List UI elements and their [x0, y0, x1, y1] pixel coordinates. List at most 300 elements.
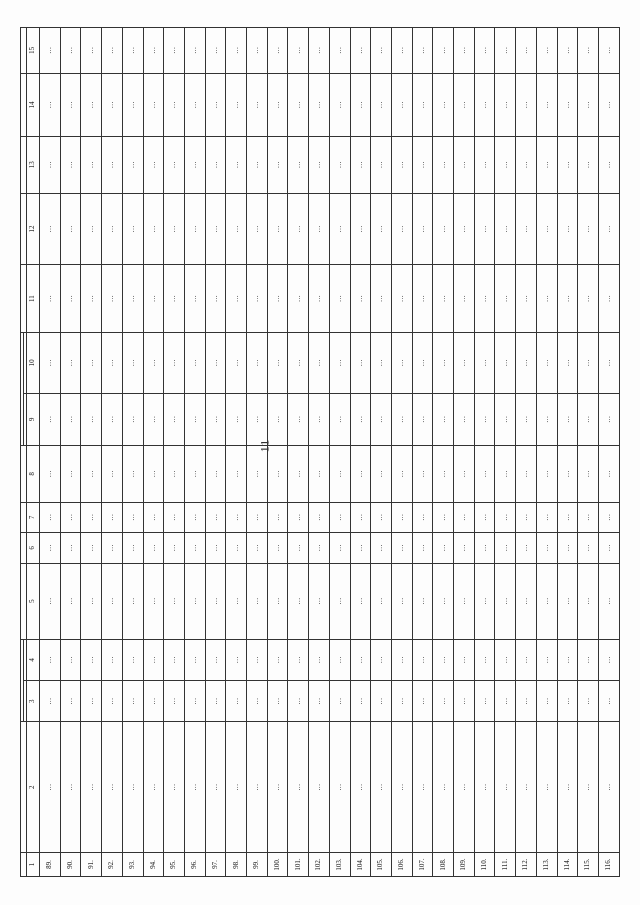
cell-premises-area-total: …	[598, 393, 619, 445]
cell-unit-cost: …	[205, 136, 226, 193]
cell-total-area: …	[474, 446, 495, 503]
cell-max-unit-cost: …	[474, 73, 495, 136]
cell-row-number: 92.	[102, 853, 123, 877]
table-row	[247, 28, 268, 877]
cell-year-commissioned: …	[247, 681, 268, 722]
cell-row-number: 109.	[454, 853, 475, 877]
cell-premises-area-total: …	[40, 393, 61, 445]
table-row	[81, 28, 102, 877]
cell-entrances: …	[288, 502, 309, 532]
cell-row-number: 95.	[164, 853, 185, 877]
cell-year-commissioned: …	[516, 681, 537, 722]
cell-wall-material: …	[391, 563, 412, 639]
table-row	[164, 28, 185, 877]
cell-completion-date: …	[288, 28, 309, 74]
cell-premises-area-total: …	[433, 393, 454, 445]
cell-year-last-repair: …	[516, 639, 537, 680]
cell-unit-cost: …	[536, 136, 557, 193]
cell-premises-area-total: …	[495, 393, 516, 445]
table-row	[454, 28, 475, 877]
cell-unit-cost: …	[516, 136, 537, 193]
cell-completion-date: …	[391, 28, 412, 74]
cell-total-area: …	[557, 446, 578, 503]
cell-floors: …	[598, 533, 619, 563]
cell-entrances: …	[205, 502, 226, 532]
cell-premises-area-total: …	[474, 393, 495, 445]
cell-residents: …	[81, 265, 102, 332]
cell-max-unit-cost: …	[371, 73, 392, 136]
cell-repair-cost: …	[391, 193, 412, 265]
cell-unit-cost: …	[102, 136, 123, 193]
cell-year-last-repair: …	[474, 639, 495, 680]
cell-max-unit-cost: …	[350, 73, 371, 136]
cell-premises-area-residential: …	[598, 332, 619, 393]
cell-completion-date: …	[205, 28, 226, 74]
cell-entrances: …	[81, 502, 102, 532]
cell-residents: …	[495, 265, 516, 332]
cell-total-area: …	[143, 446, 164, 503]
cell-address: …	[371, 722, 392, 853]
cell-entrances: …	[164, 502, 185, 532]
cell-year-commissioned: …	[267, 681, 288, 722]
cell-max-unit-cost: …	[433, 73, 454, 136]
table-row	[371, 28, 392, 877]
table-row	[578, 28, 599, 877]
cell-premises-area-residential: …	[371, 332, 392, 393]
cell-year-last-repair: …	[536, 639, 557, 680]
cell-premises-area-residential: …	[164, 332, 185, 393]
cell-wall-material: …	[412, 563, 433, 639]
cell-completion-date: …	[247, 28, 268, 74]
cell-entrances: …	[391, 502, 412, 532]
cell-entrances: …	[122, 502, 143, 532]
cell-year-last-repair: …	[454, 639, 475, 680]
cell-unit-cost: …	[578, 136, 599, 193]
cell-year-commissioned: …	[184, 681, 205, 722]
cell-premises-area-residential: …	[329, 332, 350, 393]
cell-year-last-repair: …	[578, 639, 599, 680]
page-number: 11	[257, 438, 272, 453]
cell-floors: …	[433, 533, 454, 563]
cell-completion-date: …	[350, 28, 371, 74]
cell-max-unit-cost: …	[495, 73, 516, 136]
cell-address: …	[247, 722, 268, 853]
cell-address: …	[454, 722, 475, 853]
cell-address: …	[184, 722, 205, 853]
cell-max-unit-cost: …	[267, 73, 288, 136]
column-number: 1	[27, 853, 40, 877]
cell-floors: …	[60, 533, 81, 563]
cell-year-last-repair: …	[433, 639, 454, 680]
cell-premises-area-residential: …	[433, 332, 454, 393]
cell-unit-cost: …	[433, 136, 454, 193]
cell-completion-date: …	[81, 28, 102, 74]
cell-wall-material: …	[474, 563, 495, 639]
cell-premises-area-residential: …	[454, 332, 475, 393]
cell-unit-cost: …	[81, 136, 102, 193]
cell-row-number: 110.	[474, 853, 495, 877]
cell-residents: …	[205, 265, 226, 332]
cell-premises-area-total: …	[81, 393, 102, 445]
cell-repair-cost: …	[40, 193, 61, 265]
cell-premises-area-total: …	[267, 393, 288, 445]
cell-row-number: 100.	[267, 853, 288, 877]
cell-premises-area-residential: …	[143, 332, 164, 393]
header-row-1	[21, 28, 24, 877]
table-row	[433, 28, 454, 877]
cell-year-last-repair: …	[412, 639, 433, 680]
cell-completion-date: …	[40, 28, 61, 74]
cell-year-commissioned: …	[226, 681, 247, 722]
cell-entrances: …	[474, 502, 495, 532]
cell-total-area: …	[40, 446, 61, 503]
cell-wall-material: …	[309, 563, 330, 639]
cell-floors: …	[329, 533, 350, 563]
cell-address: …	[102, 722, 123, 853]
column-number: 6	[27, 533, 40, 563]
cell-total-area: …	[288, 446, 309, 503]
cell-address: …	[350, 722, 371, 853]
table-row	[184, 28, 205, 877]
cell-repair-cost: …	[60, 193, 81, 265]
cell-floors: …	[309, 533, 330, 563]
cell-wall-material: …	[371, 563, 392, 639]
column-number: 14	[27, 73, 40, 136]
table-row	[309, 28, 330, 877]
cell-completion-date: …	[433, 28, 454, 74]
cell-total-area: …	[598, 446, 619, 503]
cell-completion-date: …	[60, 28, 81, 74]
cell-year-last-repair: …	[164, 639, 185, 680]
cell-completion-date: …	[329, 28, 350, 74]
cell-repair-cost: …	[412, 193, 433, 265]
cell-premises-area-residential: …	[122, 332, 143, 393]
table-body	[40, 28, 620, 877]
cell-residents: …	[433, 265, 454, 332]
cell-total-area: …	[350, 446, 371, 503]
cell-row-number: 107.	[412, 853, 433, 877]
cell-max-unit-cost: …	[143, 73, 164, 136]
column-number: 8	[27, 446, 40, 503]
cell-wall-material: …	[143, 563, 164, 639]
cell-premises-area-residential: …	[81, 332, 102, 393]
cell-total-area: …	[391, 446, 412, 503]
cell-address: …	[329, 722, 350, 853]
cell-premises-area-residential: …	[40, 332, 61, 393]
cell-year-last-repair: …	[267, 639, 288, 680]
table-row	[495, 28, 516, 877]
cell-premises-area-total: …	[143, 393, 164, 445]
cell-wall-material: …	[102, 563, 123, 639]
cell-wall-material: …	[184, 563, 205, 639]
cell-year-last-repair: …	[557, 639, 578, 680]
cell-year-last-repair: …	[371, 639, 392, 680]
cell-repair-cost: …	[371, 193, 392, 265]
cell-floors: …	[412, 533, 433, 563]
cell-year-commissioned: …	[454, 681, 475, 722]
cell-max-unit-cost: …	[412, 73, 433, 136]
cell-premises-area-residential: …	[226, 332, 247, 393]
cell-floors: …	[350, 533, 371, 563]
table-row	[122, 28, 143, 877]
cell-premises-area-total: …	[288, 393, 309, 445]
cell-unit-cost: …	[143, 136, 164, 193]
cell-entrances: …	[329, 502, 350, 532]
cell-entrances: …	[184, 502, 205, 532]
table-row	[267, 28, 288, 877]
cell-completion-date: …	[536, 28, 557, 74]
cell-completion-date: …	[371, 28, 392, 74]
cell-year-commissioned: …	[350, 681, 371, 722]
cell-residents: …	[371, 265, 392, 332]
cell-residents: …	[474, 265, 495, 332]
cell-year-last-repair: …	[329, 639, 350, 680]
cell-year-last-repair: …	[598, 639, 619, 680]
table-row	[536, 28, 557, 877]
cell-completion-date: …	[557, 28, 578, 74]
cell-max-unit-cost: …	[578, 73, 599, 136]
cell-wall-material: …	[495, 563, 516, 639]
cell-entrances: …	[536, 502, 557, 532]
cell-floors: …	[267, 533, 288, 563]
table-row	[557, 28, 578, 877]
cell-unit-cost: …	[184, 136, 205, 193]
cell-unit-cost: …	[226, 136, 247, 193]
cell-repair-cost: …	[578, 193, 599, 265]
cell-max-unit-cost: …	[184, 73, 205, 136]
cell-row-number: 96.	[184, 853, 205, 877]
cell-year-commissioned: …	[102, 681, 123, 722]
cell-row-number: 104.	[350, 853, 371, 877]
cell-unit-cost: …	[412, 136, 433, 193]
cell-completion-date: …	[516, 28, 537, 74]
cell-year-last-repair: …	[60, 639, 81, 680]
cell-floors: …	[557, 533, 578, 563]
cell-address: …	[143, 722, 164, 853]
cell-address: …	[391, 722, 412, 853]
cell-wall-material: …	[598, 563, 619, 639]
cell-total-area: …	[454, 446, 475, 503]
cell-entrances: …	[102, 502, 123, 532]
cell-residents: …	[60, 265, 81, 332]
cell-year-commissioned: …	[60, 681, 81, 722]
cell-repair-cost: …	[454, 193, 475, 265]
cell-repair-cost: …	[329, 193, 350, 265]
cell-year-commissioned: …	[433, 681, 454, 722]
table-row	[350, 28, 371, 877]
cell-wall-material: …	[81, 563, 102, 639]
cell-residents: …	[557, 265, 578, 332]
cell-year-last-repair: …	[288, 639, 309, 680]
cell-repair-cost: …	[309, 193, 330, 265]
cell-residents: …	[598, 265, 619, 332]
cell-entrances: …	[578, 502, 599, 532]
cell-residents: …	[350, 265, 371, 332]
cell-premises-area-total: …	[516, 393, 537, 445]
cell-max-unit-cost: …	[247, 73, 268, 136]
cell-entrances: …	[143, 502, 164, 532]
apartment-buildings-table	[20, 27, 620, 877]
cell-repair-cost: …	[226, 193, 247, 265]
cell-address: …	[267, 722, 288, 853]
cell-year-commissioned: …	[81, 681, 102, 722]
cell-unit-cost: …	[288, 136, 309, 193]
cell-residents: …	[536, 265, 557, 332]
cell-max-unit-cost: …	[309, 73, 330, 136]
cell-year-last-repair: …	[391, 639, 412, 680]
column-number: 5	[27, 563, 40, 639]
cell-wall-material: …	[557, 563, 578, 639]
cell-repair-cost: …	[164, 193, 185, 265]
cell-year-commissioned: …	[412, 681, 433, 722]
cell-premises-area-residential: …	[267, 332, 288, 393]
cell-unit-cost: …	[371, 136, 392, 193]
table-row	[60, 28, 81, 877]
cell-residents: …	[143, 265, 164, 332]
cell-residents: …	[454, 265, 475, 332]
cell-total-area: …	[309, 446, 330, 503]
cell-total-area: …	[371, 446, 392, 503]
cell-year-last-repair: …	[143, 639, 164, 680]
cell-year-last-repair: …	[226, 639, 247, 680]
cell-floors: …	[391, 533, 412, 563]
cell-max-unit-cost: …	[329, 73, 350, 136]
cell-year-last-repair: …	[309, 639, 330, 680]
cell-entrances: …	[557, 502, 578, 532]
cell-completion-date: …	[454, 28, 475, 74]
cell-total-area: …	[495, 446, 516, 503]
cell-repair-cost: …	[205, 193, 226, 265]
cell-residents: …	[164, 265, 185, 332]
cell-wall-material: …	[164, 563, 185, 639]
cell-floors: …	[536, 533, 557, 563]
cell-completion-date: …	[474, 28, 495, 74]
cell-premises-area-total: …	[247, 393, 268, 445]
cell-premises-area-residential: …	[391, 332, 412, 393]
cell-row-number: 103.	[329, 853, 350, 877]
cell-max-unit-cost: …	[391, 73, 412, 136]
cell-wall-material: …	[122, 563, 143, 639]
cell-repair-cost: …	[557, 193, 578, 265]
cell-wall-material: …	[433, 563, 454, 639]
cell-total-area: …	[184, 446, 205, 503]
cell-premises-area-total: …	[536, 393, 557, 445]
cell-premises-area-residential: …	[184, 332, 205, 393]
cell-address: …	[557, 722, 578, 853]
cell-wall-material: …	[226, 563, 247, 639]
cell-year-commissioned: …	[495, 681, 516, 722]
cell-total-area: …	[205, 446, 226, 503]
column-number: 9	[27, 393, 40, 445]
cell-wall-material: …	[205, 563, 226, 639]
cell-floors: …	[516, 533, 537, 563]
cell-year-commissioned: …	[578, 681, 599, 722]
cell-address: …	[516, 722, 537, 853]
cell-unit-cost: …	[164, 136, 185, 193]
cell-floors: …	[122, 533, 143, 563]
cell-max-unit-cost: …	[102, 73, 123, 136]
cell-completion-date: …	[578, 28, 599, 74]
cell-year-commissioned: …	[164, 681, 185, 722]
column-number: 13	[27, 136, 40, 193]
cell-premises-area-residential: …	[495, 332, 516, 393]
cell-premises-area-total: …	[226, 393, 247, 445]
cell-year-commissioned: …	[391, 681, 412, 722]
cell-wall-material: …	[329, 563, 350, 639]
cell-repair-cost: …	[495, 193, 516, 265]
cell-floors: …	[164, 533, 185, 563]
cell-row-number: 91.	[81, 853, 102, 877]
cell-year-commissioned: …	[371, 681, 392, 722]
column-number: 4	[27, 639, 40, 680]
cell-premises-area-total: …	[557, 393, 578, 445]
cell-repair-cost: …	[267, 193, 288, 265]
cell-entrances: …	[226, 502, 247, 532]
cell-residents: …	[267, 265, 288, 332]
cell-year-last-repair: …	[350, 639, 371, 680]
cell-residents: …	[122, 265, 143, 332]
cell-floors: …	[578, 533, 599, 563]
cell-repair-cost: …	[184, 193, 205, 265]
cell-unit-cost: …	[454, 136, 475, 193]
cell-total-area: …	[247, 446, 268, 503]
cell-premises-area-residential: …	[516, 332, 537, 393]
cell-row-number: 111.	[495, 853, 516, 877]
cell-total-area: …	[60, 446, 81, 503]
cell-premises-area-residential: …	[350, 332, 371, 393]
cell-year-commissioned: …	[288, 681, 309, 722]
cell-max-unit-cost: …	[60, 73, 81, 136]
cell-completion-date: …	[184, 28, 205, 74]
cell-completion-date: …	[143, 28, 164, 74]
table-row	[329, 28, 350, 877]
cell-premises-area-residential: …	[578, 332, 599, 393]
cell-completion-date: …	[309, 28, 330, 74]
cell-entrances: …	[598, 502, 619, 532]
cell-repair-cost: …	[288, 193, 309, 265]
cell-address: …	[60, 722, 81, 853]
cell-unit-cost: …	[557, 136, 578, 193]
cell-row-number: 99.	[247, 853, 268, 877]
cell-wall-material: …	[454, 563, 475, 639]
cell-unit-cost: …	[60, 136, 81, 193]
cell-year-commissioned: …	[598, 681, 619, 722]
cell-max-unit-cost: …	[122, 73, 143, 136]
cell-year-commissioned: …	[122, 681, 143, 722]
cell-max-unit-cost: …	[40, 73, 61, 136]
cell-row-number: 102.	[309, 853, 330, 877]
cell-year-commissioned: …	[143, 681, 164, 722]
cell-entrances: …	[516, 502, 537, 532]
cell-entrances: …	[247, 502, 268, 532]
cell-entrances: …	[309, 502, 330, 532]
cell-premises-area-total: …	[60, 393, 81, 445]
cell-max-unit-cost: …	[226, 73, 247, 136]
cell-wall-material: …	[578, 563, 599, 639]
cell-wall-material: …	[288, 563, 309, 639]
cell-floors: …	[102, 533, 123, 563]
cell-max-unit-cost: …	[598, 73, 619, 136]
cell-completion-date: …	[598, 28, 619, 74]
cell-premises-area-residential: …	[102, 332, 123, 393]
cell-premises-area-total: …	[329, 393, 350, 445]
cell-floors: …	[143, 533, 164, 563]
cell-year-last-repair: …	[495, 639, 516, 680]
cell-row-number: 114.	[557, 853, 578, 877]
cell-wall-material: …	[267, 563, 288, 639]
cell-entrances: …	[40, 502, 61, 532]
cell-row-number: 97.	[205, 853, 226, 877]
